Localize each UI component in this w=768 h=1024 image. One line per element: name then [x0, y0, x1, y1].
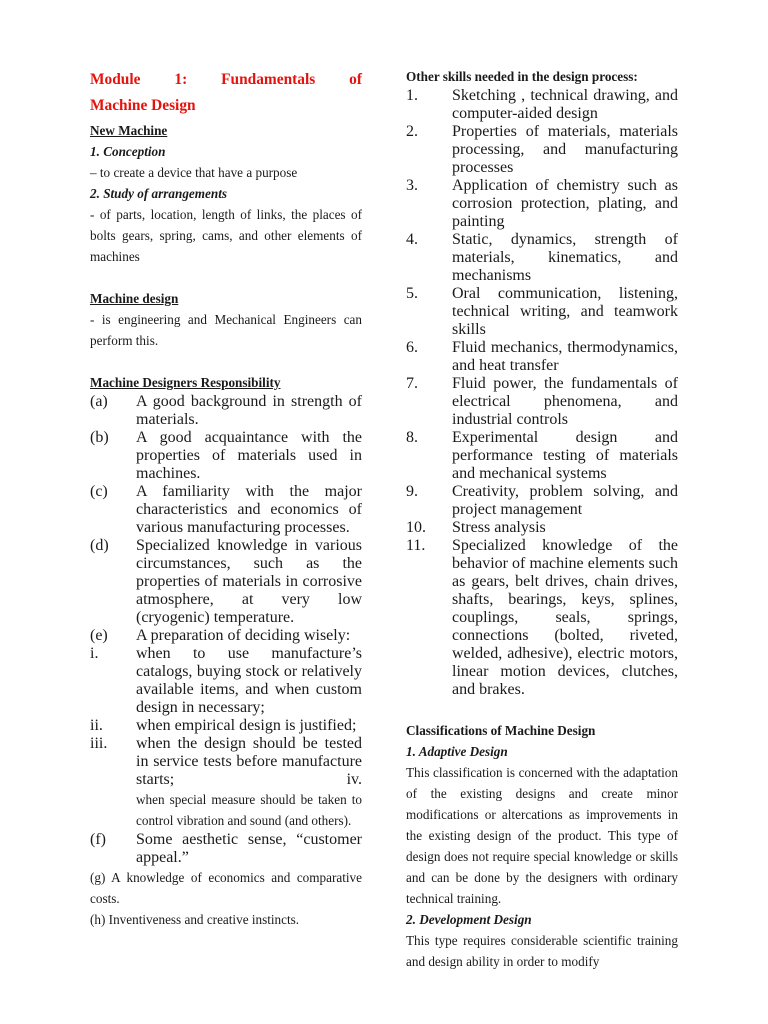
- list-item: [90, 429, 362, 483]
- list-item-number: (d): [90, 537, 109, 554]
- list-item-text: A familiarity with the major characteristics and economics of various manufacturing processes.: [136, 483, 362, 536]
- right-column: [406, 66, 678, 972]
- skill-text: Creativity, problem solving, and project management: [452, 483, 678, 518]
- heading-new-machine: New Machine: [90, 123, 168, 138]
- skill-number: 7.: [406, 375, 418, 392]
- skill-item: [406, 285, 678, 339]
- sub-list-item: [90, 735, 362, 789]
- list-item: [90, 537, 362, 627]
- skill-text: Static, dynamics, strength of materials, kinematics, and mechanisms: [452, 231, 678, 284]
- list-item: [90, 831, 362, 867]
- skill-item: [406, 429, 678, 483]
- list-item-text: A good acquaintance with the properties of materials used in machines.: [136, 429, 362, 482]
- sub-list-text: when the design should be tested in service tests before manufacture starts; iv.: [136, 735, 362, 788]
- module-title: Module 1: Fundamentals of: [90, 71, 362, 88]
- heading-machine-design: Machine design: [90, 291, 179, 306]
- list-item-number: (c): [90, 483, 108, 500]
- skill-item: [406, 339, 678, 375]
- skill-text: Oral communication, listening, technical writing, and teamwork skills: [452, 285, 678, 338]
- heading-adaptive-design: 1. Adaptive Design: [406, 744, 508, 759]
- sub-list-text: when to use manufacture’s catalogs, buying stock or relatively available items, and when custom design in necessary;: [136, 645, 362, 716]
- skill-number: 1.: [406, 87, 418, 104]
- sub-list-number: iii.: [90, 735, 108, 752]
- list-item: [90, 483, 362, 537]
- heading-other-skills: Other skills needed in the design process:: [406, 69, 638, 84]
- skill-text: Properties of materials, materials processing, and manufacturing processes: [452, 123, 678, 176]
- skill-item: [406, 537, 678, 699]
- skill-text: Specialized knowledge of the behavior of machine elements such as gears, belt drives, chain drives, shafts, bearings, keys, splines, couplings, seals, springs, connections (bolted, riveted, welded, adhesive), electric motors, linear motion devices, clutches, and brakes.: [452, 537, 678, 698]
- spacer: [406, 699, 678, 720]
- adaptive-design-text: This classification is concerned with the adaptation of the existing designs and create minor modifications or altercations as improvements in the existing design of the product. This type of design does not require special knowledge or skills and can be done by the designers with ordinary technical training.: [406, 765, 678, 906]
- skill-text: Stress analysis: [452, 519, 546, 536]
- skill-number: 11.: [406, 537, 426, 554]
- heading-responsibility: Machine Designers Responsibility: [90, 375, 281, 390]
- skill-number: 5.: [406, 285, 418, 302]
- list-item-text: A good background in strength of materials.: [136, 393, 362, 428]
- list-item: [90, 627, 362, 645]
- spacer: [90, 351, 362, 372]
- skill-item: [406, 483, 678, 519]
- skill-item: [406, 375, 678, 429]
- study-text: - of parts, location, length of links, the places of bolts gears, spring, cams, and other elements of machines: [90, 207, 362, 264]
- skill-item: [406, 87, 678, 123]
- machine-design-text: - is engineering and Mechanical Engineers can perform this.: [90, 312, 362, 348]
- sub-list-number: ii.: [90, 717, 103, 734]
- skill-number: 2.: [406, 123, 418, 140]
- skill-text: Fluid power, the fundamentals of electrical phenomena, and industrial controls: [452, 375, 678, 428]
- list-item-number: (a): [90, 393, 108, 410]
- module-title-line-2: Machine Design: [90, 97, 196, 114]
- list-item-text: Some aesthetic sense, “customer appeal.”: [136, 831, 362, 866]
- skill-number: 10.: [406, 519, 426, 536]
- list-item-number: (b): [90, 429, 109, 446]
- sub-list-number: i.: [90, 645, 99, 662]
- skill-item: [406, 177, 678, 231]
- skill-number: 9.: [406, 483, 418, 500]
- skill-number: 3.: [406, 177, 418, 194]
- heading-conception: 1. Conception: [90, 144, 166, 159]
- skill-text: Application of chemistry such as corrosion protection, plating, and painting: [452, 177, 678, 230]
- sub-list-item: [90, 645, 362, 717]
- skill-number: 4.: [406, 231, 418, 248]
- heading-development-design: 2. Development Design: [406, 912, 532, 927]
- list-item-text: A preparation of deciding wisely:: [136, 627, 351, 644]
- sub-list-item: [90, 717, 362, 735]
- spacer: [90, 267, 362, 288]
- skill-number: 8.: [406, 429, 418, 446]
- left-column: [90, 66, 362, 930]
- list-item-text: Specialized knowledge in various circumstances, such as the properties of materials in corrosive atmosphere, at very low (cryogenic) temperature.: [136, 537, 362, 626]
- list-item-number: (f): [90, 831, 106, 848]
- heading-classifications: Classifications of Machine Design: [406, 723, 596, 738]
- skill-text: Sketching , technical drawing, and computer-aided design: [452, 87, 678, 122]
- skill-text: Fluid mechanics, thermodynamics, and heat transfer: [452, 339, 678, 374]
- list-item-number: (e): [90, 627, 108, 644]
- conception-text: – to create a device that have a purpose: [90, 165, 298, 180]
- skill-item: [406, 519, 678, 537]
- skill-number: 6.: [406, 339, 418, 356]
- heading-study-of-arrangements: 2. Study of arrangements: [90, 186, 228, 201]
- list-item-g: (g) A knowledge of economics and comparative costs.: [90, 870, 362, 906]
- skill-text: Experimental design and performance testing of materials and mechanical systems: [452, 429, 678, 482]
- list-item: [90, 393, 362, 429]
- sub-list-text-iv: when special measure should be taken to control vibration and sound (and others).: [136, 792, 362, 828]
- sub-list-text: when empirical design is justified;: [136, 717, 357, 734]
- skill-item: [406, 231, 678, 285]
- development-design-text: This type requires considerable scientific training and design ability in order to modify: [406, 933, 678, 969]
- list-item-h: (h) Inventiveness and creative instincts.: [90, 912, 300, 927]
- skill-item: [406, 123, 678, 177]
